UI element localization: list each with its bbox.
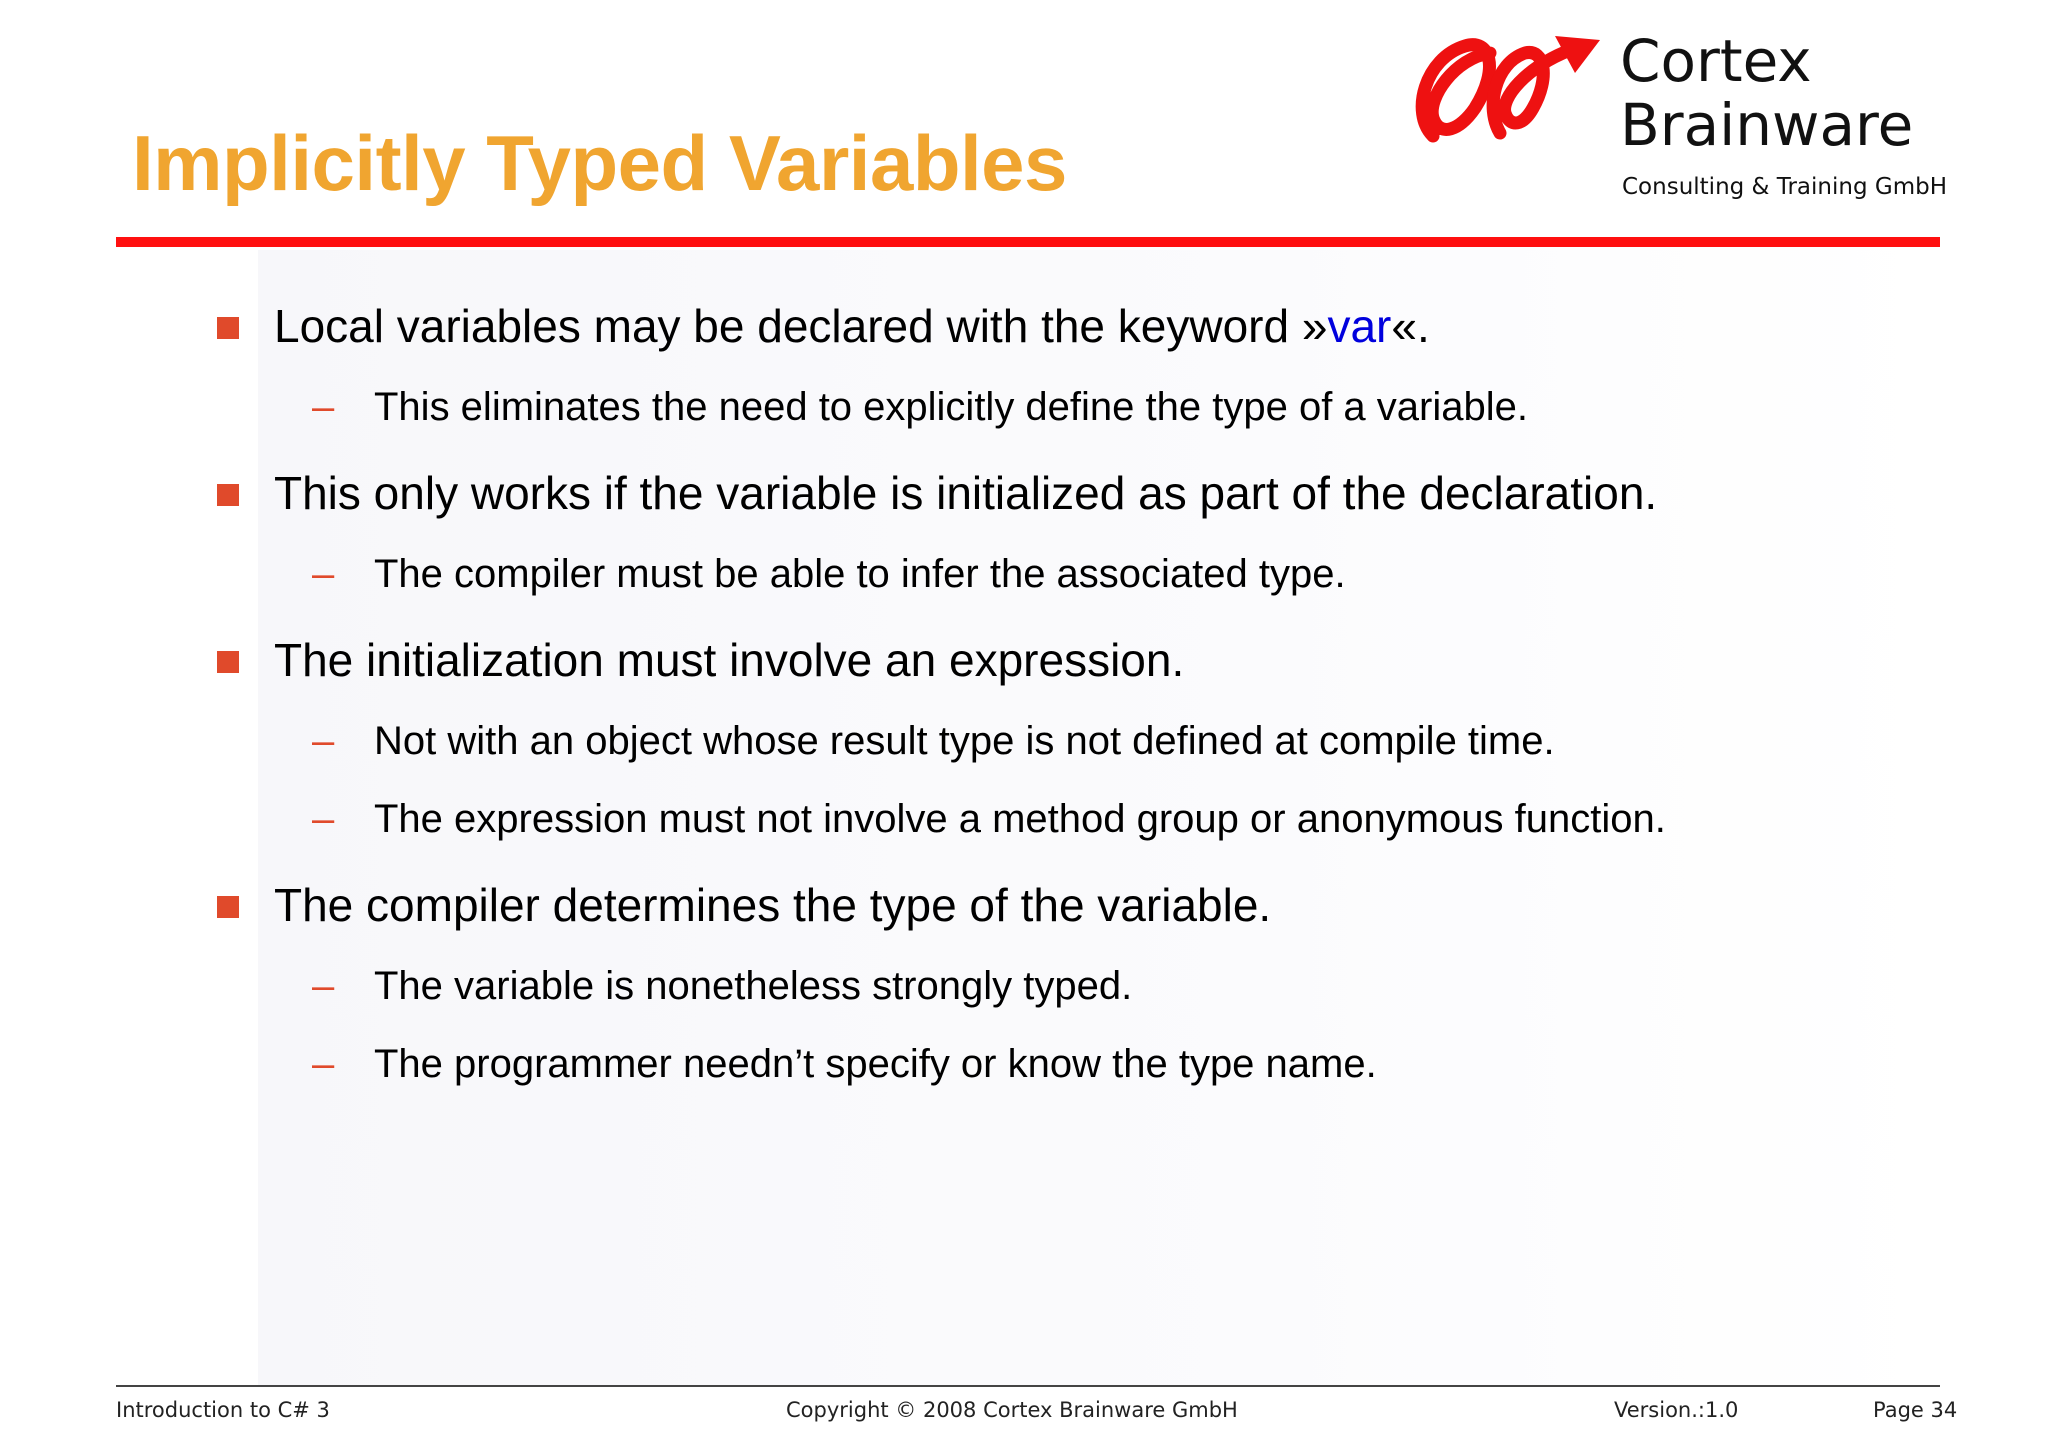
dash-bullet-icon: – [312, 1042, 335, 1086]
square-bullet-icon [217, 484, 239, 506]
sub-bullet-item [312, 964, 1133, 1009]
sub-bullet-text: This eliminates the need to explicitly define the type of a variable. [374, 385, 1528, 429]
footer-course: Introduction to C# 3 [116, 1398, 330, 1422]
sub-bullet-item [312, 385, 1528, 430]
company-logo [1405, 18, 1965, 208]
sub-bullet-item [312, 797, 1666, 842]
keyword-var: var [1327, 300, 1392, 352]
square-bullet-icon [217, 317, 239, 339]
footer-page-number: Page 34 [1873, 1398, 1958, 1422]
sub-bullet-text: The variable is nonetheless strongly typed. [374, 964, 1133, 1008]
sub-bullet-item [312, 719, 1555, 764]
logo-name-line1: Cortex [1620, 27, 1812, 95]
bullet-text: The compiler determines the type of the variable. [274, 879, 1272, 931]
square-bullet-icon [217, 896, 239, 918]
sub-bullet-text: Not with an object whose result type is not defined at compile time. [374, 719, 1555, 763]
dash-bullet-icon: – [312, 797, 335, 841]
sub-bullet-text: The expression must not involve a method group or anonymous function. [374, 797, 1666, 841]
sub-bullet-item [312, 552, 1346, 597]
logo-tagline: Consulting & Training GmbH [1622, 174, 1947, 200]
dash-bullet-icon: – [312, 385, 335, 429]
bullet-item [274, 466, 1657, 520]
dash-bullet-icon: – [312, 964, 335, 1008]
bullet-text: The initialization must involve an expression. [274, 634, 1185, 686]
bullet-text: This only works if the variable is initialized as part of the declaration. [274, 467, 1658, 519]
logo-name-line2: Brainware [1620, 91, 1914, 159]
footer-divider [116, 1385, 1940, 1387]
sub-bullet-text: The compiler must be able to infer the associated type. [374, 552, 1346, 596]
sub-bullet-text: The programmer needn’t specify or know the type name. [374, 1042, 1377, 1086]
square-bullet-icon [217, 651, 239, 673]
footer-version: Version.:1.0 [1614, 1398, 1739, 1422]
title-divider [116, 237, 1940, 247]
footer-copyright: Copyright © 2008 Cortex Brainware GmbH [786, 1398, 1238, 1422]
slide-title: Implicitly Typed Variables [132, 119, 1067, 207]
logo-swirl-icon [1405, 18, 1605, 158]
bullet-item [274, 299, 1430, 353]
dash-bullet-icon: – [312, 719, 335, 763]
bullet-item [274, 878, 1271, 932]
bullet-text-suffix: «. [1391, 300, 1430, 352]
sub-bullet-item [312, 1042, 1377, 1087]
bullet-text: Local variables may be declared with the keyword » [274, 300, 1328, 352]
bullet-item [274, 633, 1184, 687]
dash-bullet-icon: – [312, 552, 335, 596]
